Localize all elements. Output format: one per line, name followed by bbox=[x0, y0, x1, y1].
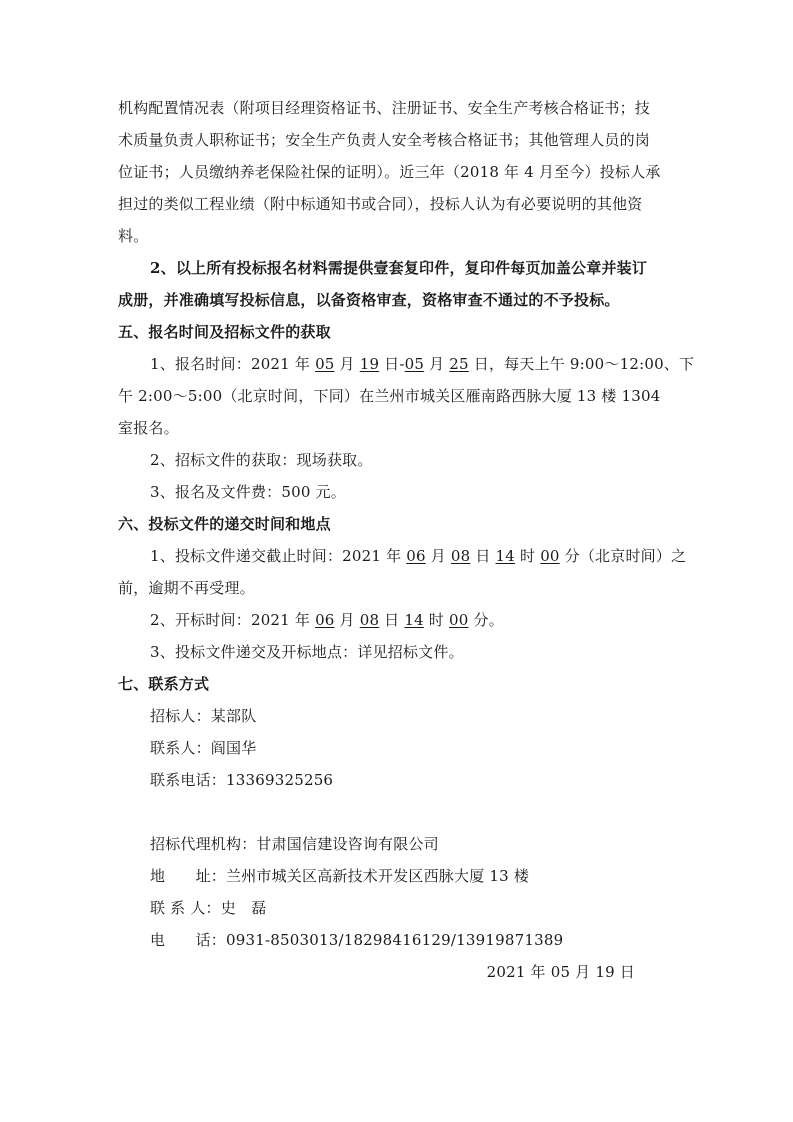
agency-name-line: 招标代理机构：甘肃国信建设咨询有限公司 bbox=[150, 835, 439, 853]
end-month: 05 bbox=[404, 355, 425, 373]
deadline-month: 06 bbox=[406, 547, 426, 565]
agency-address-line: 地 址：兰州市城关区高新技术开发区西脉大厦 13 楼 bbox=[150, 867, 530, 885]
section-heading-7: 七、联系方式 bbox=[118, 675, 210, 693]
text-fragment: 2、开标时间：2021 年 bbox=[150, 611, 316, 629]
contact-phone-line: 联系电话：13369325256 bbox=[150, 771, 334, 789]
note-2-line: 成册，并准确填写投标信息，以备资格审查，资格审查不通过的不予投标。 bbox=[118, 291, 620, 309]
text-fragment: 月 bbox=[334, 355, 360, 373]
agency-contact-line: 联 系 人：史 磊 bbox=[150, 899, 267, 917]
text-fragment: 分。 bbox=[468, 611, 504, 629]
submission-deadline-line: 前，逾期不再受理。 bbox=[118, 579, 255, 597]
body-text-line: 料。 bbox=[118, 227, 149, 245]
deadline-hour: 14 bbox=[495, 547, 516, 565]
deadline-minute: 00 bbox=[540, 547, 560, 565]
registration-fee: 3、报名及文件费：500 元。 bbox=[150, 483, 346, 501]
document-acquisition: 2、招标文件的获取：现场获取。 bbox=[150, 451, 373, 469]
body-text-line: 担过的类似工程业绩（附中标通知书或合同），投标人认为有必要说明的其他资 bbox=[118, 195, 643, 213]
text-fragment: 日 bbox=[379, 611, 405, 629]
text-fragment: 月 bbox=[424, 355, 450, 373]
document-date: 2021 年 05 月 19 日 bbox=[486, 963, 635, 981]
body-text-line: 术质量负责人职称证书；安全生产负责人安全考核合格证书；其他管理人员的岗 bbox=[118, 131, 651, 149]
text-fragment: 日，每天上午 9:00～12:00、下 bbox=[468, 355, 695, 373]
section-heading-6: 六、投标文件的递交时间和地点 bbox=[118, 515, 331, 533]
opening-month: 06 bbox=[315, 611, 335, 629]
start-day: 19 bbox=[359, 355, 380, 373]
deadline-day: 08 bbox=[450, 547, 471, 565]
submission-deadline-line bbox=[150, 546, 686, 566]
body-text-line: 位证书；人员缴纳养老保险社保的证明）。近三年（2018 年 4 月至今）投标人承 bbox=[118, 163, 661, 181]
text-fragment: 日- bbox=[379, 355, 405, 373]
start-month: 05 bbox=[315, 355, 335, 373]
body-text-line: 机构配置情况表（附项目经理资格证书、注册证书、安全生产考核合格证书；技 bbox=[118, 99, 651, 117]
text-fragment: 月 bbox=[334, 611, 360, 629]
text-fragment: 1、投标文件递交截止时间：2021 年 bbox=[150, 547, 407, 565]
tenderer-line: 招标人：某部队 bbox=[150, 707, 257, 725]
text-fragment: 日 bbox=[470, 547, 496, 565]
opening-minute: 00 bbox=[448, 611, 469, 629]
contact-person-line: 联系人：阎国华 bbox=[150, 739, 257, 757]
bid-opening-time-line bbox=[150, 610, 504, 630]
text-fragment: 月 bbox=[425, 547, 451, 565]
text-fragment: 1、报名时间：2021 年 bbox=[150, 355, 316, 373]
opening-hour: 14 bbox=[404, 611, 424, 629]
note-2-line: 2、以上所有投标报名材料需提供壹套复印件，复印件每页加盖公章并装订 bbox=[150, 259, 648, 277]
text-fragment: 时 bbox=[423, 611, 449, 629]
section-heading-5: 五、报名时间及招标文件的获取 bbox=[118, 323, 331, 341]
agency-phone-line: 电 话：0931-8503013/18298416129/13919871389 bbox=[150, 931, 564, 949]
registration-time-line: 午 2:00～5:00（北京时间，下同）在兰州市城关区雁南路西脉大厦 13 楼 1304 bbox=[118, 387, 661, 405]
text-fragment: 分（北京时间）之 bbox=[559, 547, 687, 565]
opening-day: 08 bbox=[359, 611, 380, 629]
registration-time-line: 室报名。 bbox=[118, 419, 179, 437]
text-fragment: 时 bbox=[515, 547, 541, 565]
end-day: 25 bbox=[449, 355, 469, 373]
submission-location: 3、投标文件递交及开标地点：详见招标文件。 bbox=[150, 643, 464, 661]
registration-time-line bbox=[150, 354, 694, 374]
